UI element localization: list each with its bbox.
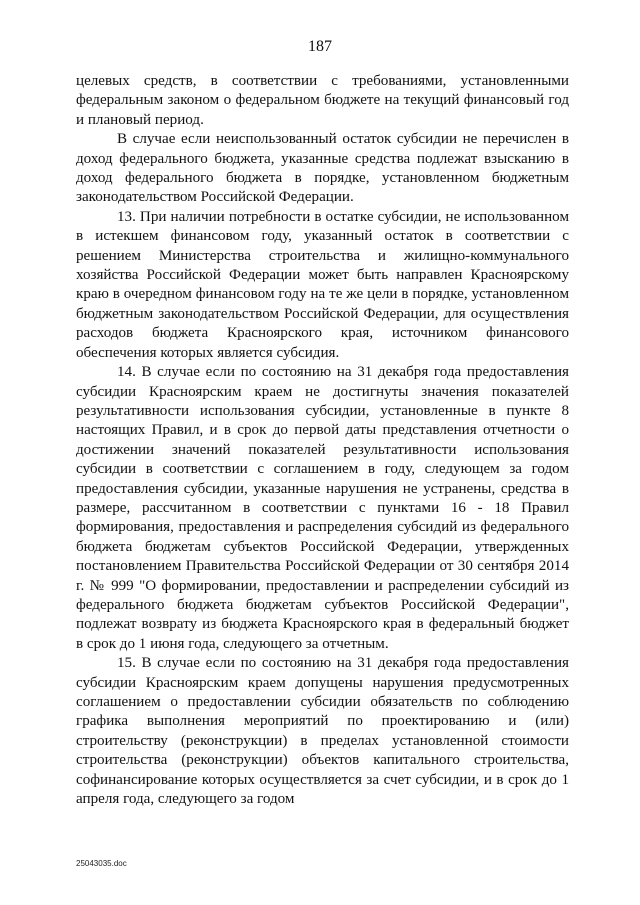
paragraph-item-13: 13. При наличии потребности в остатке субсидии, не использованном в истекшем финансовом году, указанный остаток в соответствии с решением Министерства строительства и жилищно-коммунального хозяйства Российской Федерации может быть направлен Красноярскому краю в очередном финансовом году на те же цели в порядке, установленном бюджетным законодательством Российской Федерации, для осуществления расходов бюджета Красноярского края, источником финансового обеспечения которых является субсидия. (76, 208, 569, 361)
paragraph: целевых средств, в соответствии с требованиями, установленными федеральным законом о федеральном бюджете на текущий финансовый год и плановый период. (76, 73, 569, 128)
file-name-footer: 25043035.doc (76, 859, 127, 868)
page-number: 187 (308, 38, 332, 55)
paragraph: В случае если неиспользованный остаток субсидии не перечислен в доход федерального бюджета, указанные средства подлежат взысканию в доход федерального бюджета в порядке, установленном бюджетным законодательством Российской Федерации. (76, 131, 569, 206)
paragraph-item-14: 14. В случае если по состоянию на 31 декабря года предоставления субсидии Красноярским краем не достигнуты значения показателей результативности использования субсидии, установленные в пункте 8 настоящих Правил, и в срок до первой даты представления отчетности о достижении значений показателей результативности использования субсидии в соответствии с соглашением в году, следующем за годом предоставления субсидии, указанные нарушения не устранены, средства в размере, рассчитанном в соответствии с пунктами 16 - 18 Правил формирования, предоставления и распределения субсидий из федерального бюджета бюджетам субъектов Российской Федерации, утвержденных постановлением Правительства Российской Федерации от 30 сентября 2014 г. № 999 "О формировании, предоставлении и распределении субсидий из федерального бюджета бюджетам субъектов Российской Федерации", подлежат возврату из бюджета Красноярского края в федеральный бюджет в срок до 1 июня года, следующего за отчетным. (76, 364, 569, 652)
page-body (76, 72, 569, 809)
paragraph-item-15: 15. В случае если по состоянию на 31 декабря года предоставления субсидии Красноярским краем допущены нарушения предусмотренных соглашением о предоставлении субсидии обязательств по соблюдению графика выполнения мероприятий по проектированию и (или) строительству (реконструкции) в пределах установленной стоимости строительства (реконструкции) объектов капитального строительства, софинансирование которых осуществляется за счет субсидии, и в срок до 1 апреля года, следующего за годом (76, 655, 569, 808)
